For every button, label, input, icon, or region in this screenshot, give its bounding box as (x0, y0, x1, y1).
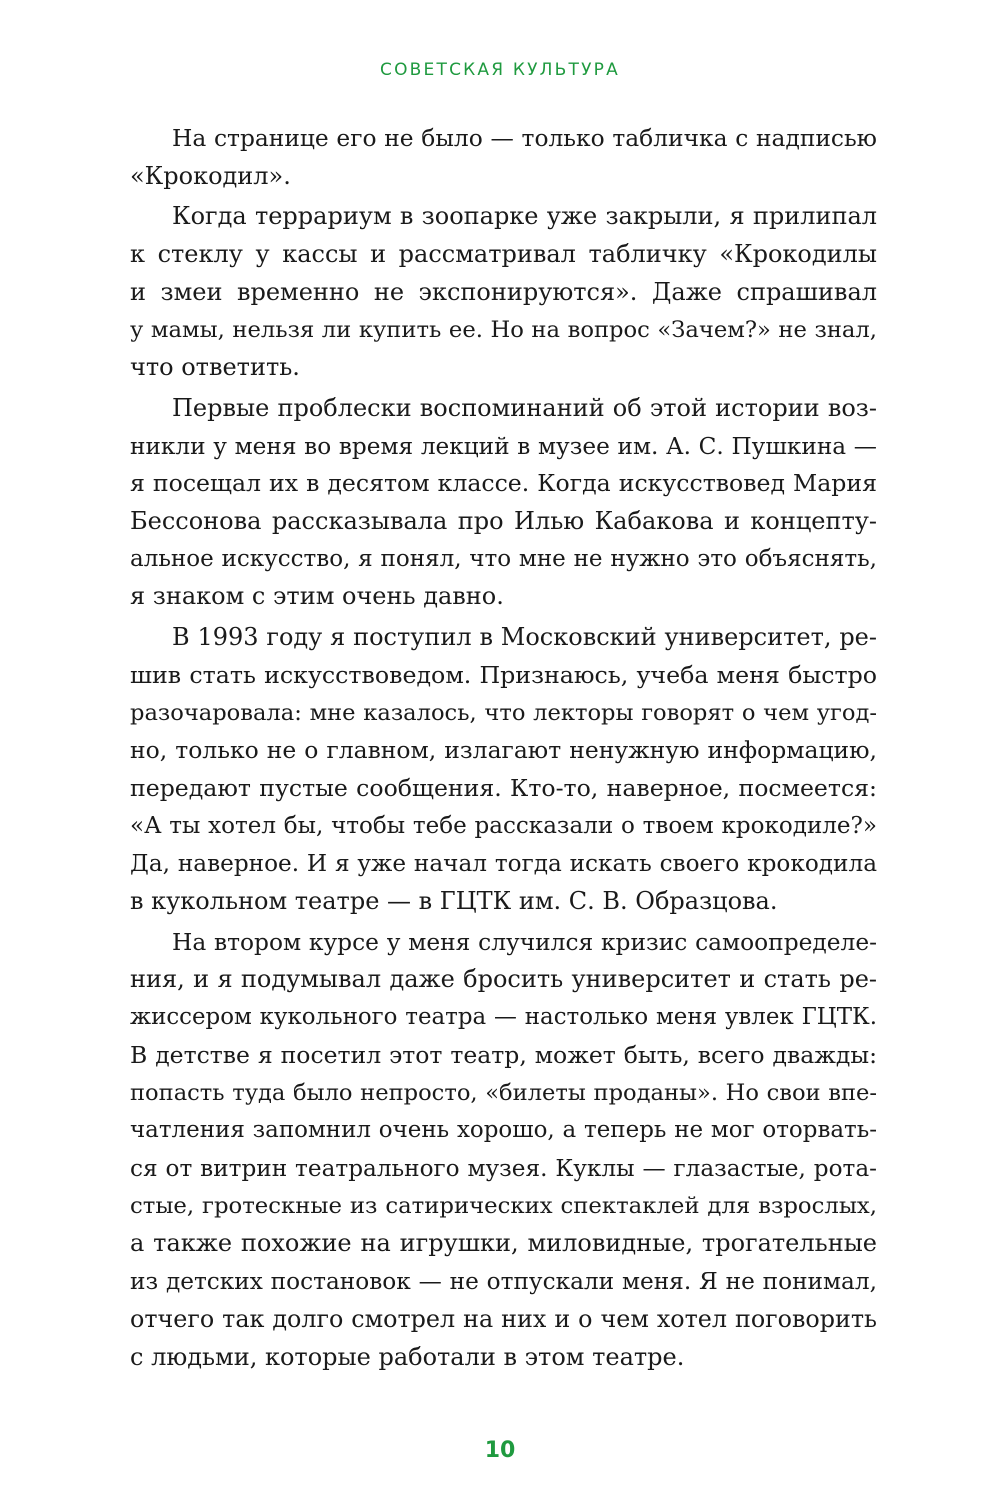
page-number: 10 (484, 1438, 516, 1463)
paragraph (130, 619, 877, 921)
text-line: альное искусство, я понял, что мне не нужно это объяснять, (130, 545, 877, 572)
text-line: у мамы, нельзя ли купить ее. Но на вопрос «Зачем?» не знал, (130, 316, 877, 343)
text-line: На странице его не было — только табличка с надписью (172, 124, 877, 152)
text-line: шив стать искусствоведом. Признаюсь, учеба меня быстро (130, 660, 877, 689)
paragraph (130, 120, 877, 195)
text-line: к стеклу у кассы и рассматривал табличку «Крокодилы (130, 240, 877, 269)
paragraph (130, 198, 877, 387)
paragraph (130, 390, 877, 616)
text-line: я посещал их в десятом классе. Когда искусствовед Мария (130, 469, 877, 498)
text-line: Бессонова рассказывала про Илью Кабакова и концепту- (130, 507, 877, 536)
text-line: стые, гротескные из сатирических спектаклей для взрослых, (130, 1192, 877, 1219)
text-line: попасть туда было непросто, «билеты проданы». Но свои впе- (130, 1079, 877, 1106)
text-line: ния, и я подумывал даже бросить университет и стать ре- (130, 965, 877, 994)
text-line: а также похожие на игрушки, миловидные, трогательные (130, 1229, 877, 1258)
running-header: СОВЕТСКАЯ КУЛЬТУРА (380, 60, 620, 80)
text-line: передают пустые сообщения. Кто-то, наверное, посмеется: (130, 773, 877, 802)
paragraph (130, 924, 877, 1376)
text-line: и змеи временно не экспонируются». Даже спрашивал (130, 277, 877, 306)
text-line: «А ты хотел бы, чтобы тебе рассказали о твоем крокодиле?» (130, 812, 877, 839)
text-line: В 1993 году я поступил в Московский университет, ре- (172, 623, 877, 652)
text-line: но, только не о главном, излагают ненужную информацию, (130, 736, 877, 765)
text-line: чатления запомнил очень хорошо, а теперь не мог оторвать- (130, 1117, 877, 1144)
text-line: разочаровала: мне казалось, что лекторы говорят о чем угод- (130, 699, 877, 726)
text-line: жиссером кукольного театра — настолько меня увлек ГЦТК. (130, 1004, 877, 1031)
text-line: «Крокодил». (130, 161, 291, 190)
text-line: в кукольном театре — в ГЦТК им. С. В. Образцова. (130, 887, 778, 916)
body-text (130, 120, 877, 1379)
text-line: я знаком с этим очень давно. (130, 582, 504, 611)
text-line: На втором курсе у меня случился кризис самоопределе- (172, 928, 877, 956)
text-line: ся от витрин театрального музея. Куклы — глазастые, рота- (130, 1154, 877, 1182)
text-line: отчего так долго смотрел на них и о чем хотел поговорить (130, 1304, 877, 1333)
text-line: Да, наверное. И я уже начал тогда искать своего крокодила (130, 850, 877, 878)
text-line: из детских постановок — не отпускали меня. Я не понимал, (130, 1268, 877, 1296)
text-line: В детстве я посетил этот театр, может быть, всего дважды: (130, 1040, 877, 1069)
text-line: Когда террариум в зоопарке уже закрыли, я прилипал (172, 202, 877, 231)
text-line: что ответить. (130, 353, 300, 382)
text-line: Первые проблески воспоминаний об этой истории воз- (172, 393, 877, 422)
text-line: с людьми, которые работали в этом театре. (130, 1342, 685, 1371)
text-line: никли у меня во время лекций в музее им. А. С. Пушкина — (130, 432, 877, 460)
